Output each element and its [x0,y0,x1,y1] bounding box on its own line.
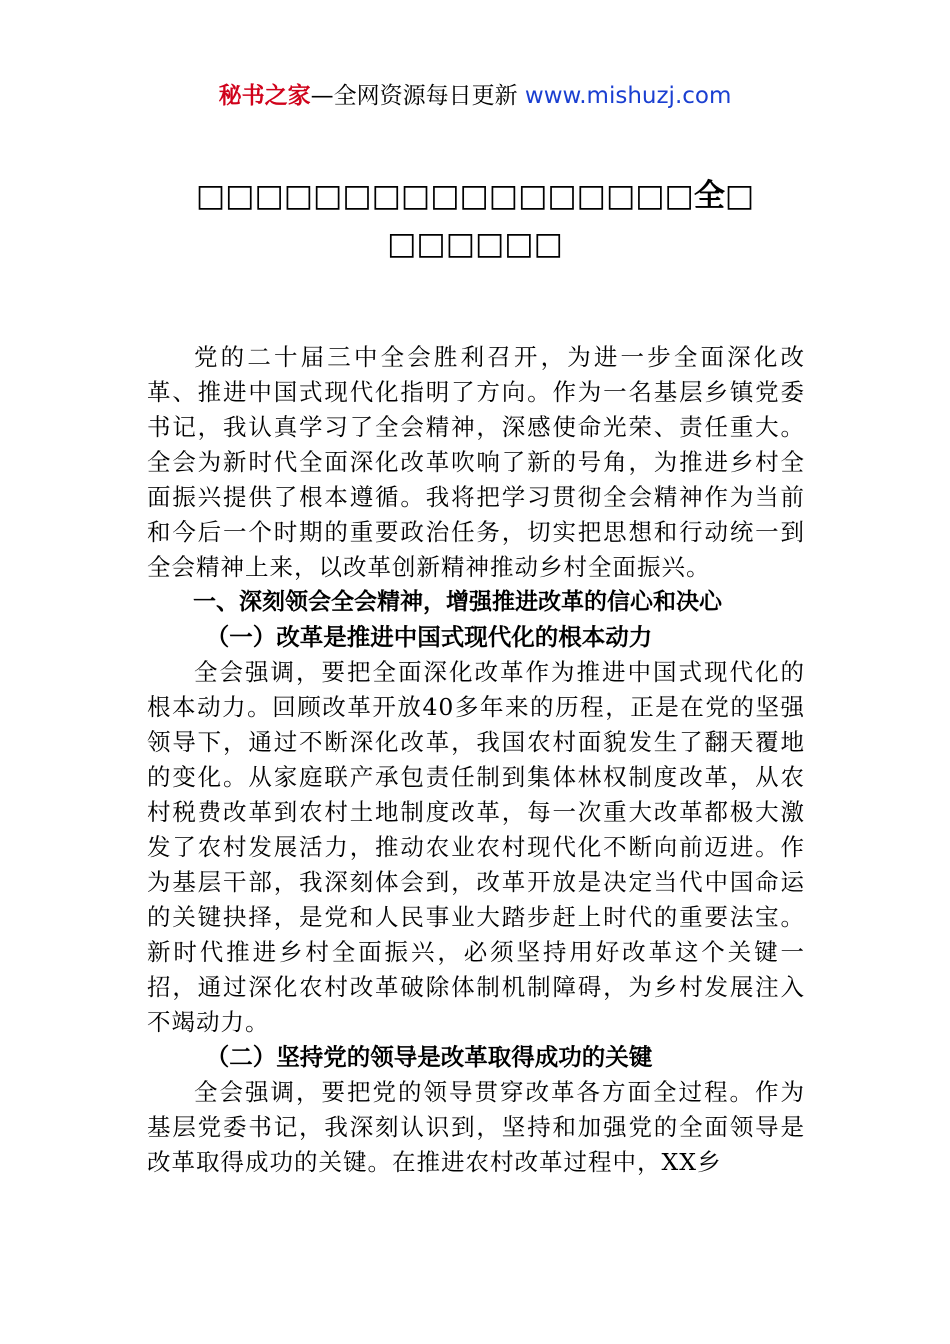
subsection-heading-2: （二）坚持党的领导是改革取得成功的关键 [205,1043,653,1071]
site-brand: 秘书之家 [218,83,311,109]
site-tagline: —全网资源每日更新 [310,83,525,109]
intro-paragraph: 党的二十届三中全会胜利召开，为进一步全面深化改革、推进中国式现代化指明了方向。作为一名基层乡镇党委书记，我认真学习了全会精神，深感使命光荣、责任重大。全会为新时代全面深化改革吹响了新的号角，为推进乡村全面振兴提供了根本遵循。我将把学习贯彻全会精神作为当前和今后一个时期的重要政治任务，切实把思想和行动统一到全会精神上来，以改革创新精神推动乡村全面振兴。 [147,343,805,581]
body-paragraph-1: 全会强调，要把全面深化改革作为推进中国式现代化的根本动力。回顾改革开放40多年来的历程，正是在党的坚强领导下，通过不断深化改革，我国农村面貌发生了翻天覆地的变化。从家庭联产承包责任制到集体林权制度改革，从农村税费改革到农村土地制度改革，每一次重大改革都极大激发了农村发展活力，推动农业农村现代化不断向前迈进。作为基层干部，我深刻体会到，改革开放是决定当代中国命运的关键抉择，是党和人民事业大踏步赶上时代的重要法宝。新时代推进乡村全面振兴，必须坚持用好改革这个关键一招，通过深化农村改革破除体制机制障碍，为乡村发展注入不竭动力。 [147,658,805,1036]
site-url-link[interactable]: www.mishuzj.com [524,83,732,109]
document-title-line-1: □□□□□□□□□□□□□□□□□全□ [195,178,755,214]
section-heading-1: 一、深刻领会全会精神，增强推进改革的信心和决心 [193,589,722,615]
subsection-heading-1: （一）改革是推进中国式现代化的根本动力 [205,623,653,651]
document-body [147,340,805,1180]
body-paragraph-2: 全会强调，要把党的领导贯穿改革各方面全过程。作为基层党委书记，我深刻认识到，坚持和加强党的全面领导是改革取得成功的关键。在推进农村改革过程中，XX乡 [147,1078,805,1176]
site-header [0,80,950,112]
document-title-line-2: □□□□□□ [387,226,563,262]
